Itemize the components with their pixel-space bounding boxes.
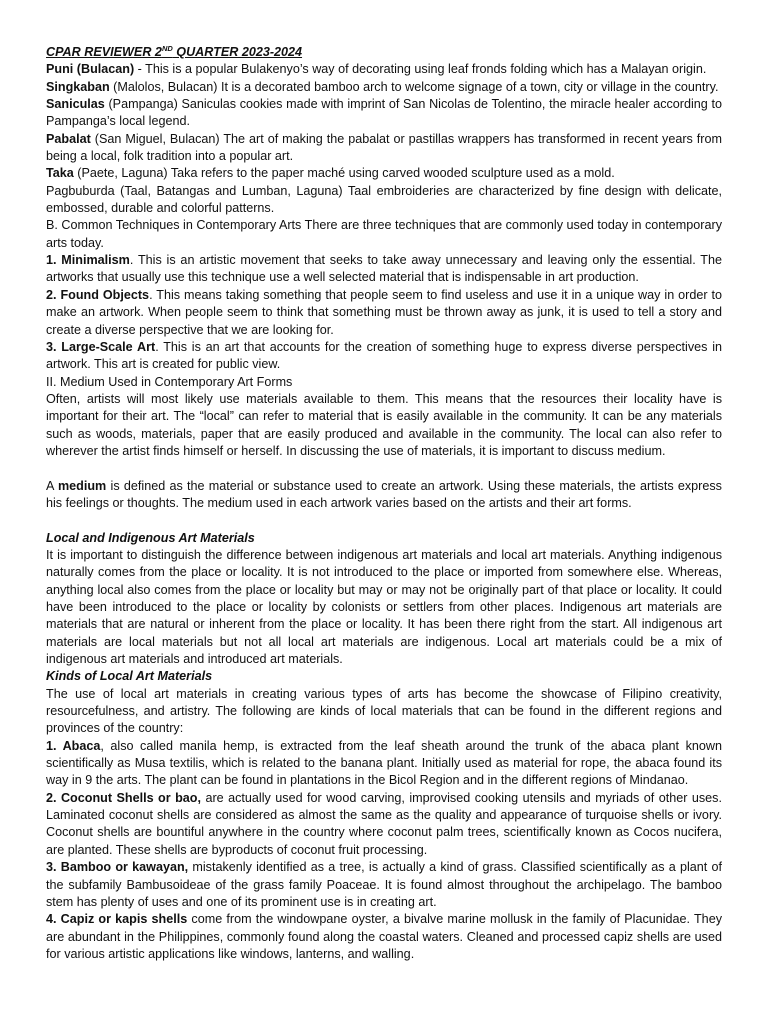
craft-item: Pabalat (San Miguel, Bulacan) The art of making the pabalat or pastillas wrappers has transformed in recent years from being a local, folk tradition into a popular art. (46, 131, 722, 164)
material-item: 4. Capiz or kapis shells come from the windowpane oyster, a bivalve marine mollusk in the family of Placunidae. They are abundant in the Philippines, commonly found along the coastal waters. Cleaned and processed capiz shells are used for various artistic applications like windows, lanterns, and walling. (46, 912, 722, 961)
craft-item: Singkaban (Malolos, Bulacan) It is a decorated bamboo arch to welcome signage of a town, city or village in the country. (46, 79, 719, 94)
technique-item: 3. Large-Scale Art. This is an art that accounts for the creation of something huge to express diverse perspectives in artwork. This art is created for public view. (46, 339, 722, 372)
spacer (46, 460, 722, 477)
local-indigenous-heading: Local and Indigenous Art Materials (46, 530, 255, 545)
craft-item: Saniculas (Pampanga) Saniculas cookies made with imprint of San Nicolas de Tolentino, the miracle healer according to Pampanga’s local legend. (46, 97, 722, 129)
local-indigenous-paragraph: It is important to distinguish the difference between indigenous art materials and local art materials. Anything indigenous naturally comes from the place or locality. It is not introduced to the place or imported from somewhere else. Whereas, anything local also comes from the place or locality but may or may not be originally part of that place or locality. It could have been introduced to the place or locality by colonists or settlers from other places. Indigenous art materials are materials that are natural or inherent from the place or locality. It has been there right from the start. All indigenous art materials are local materials but not all local art materials are indigenous. Local art materials could be a mix of indigenous art materials and introduced art materials. (46, 547, 722, 667)
technique-item: 2. Found Objects. This means taking something that people seem to find useless and use it in a unique way in order to make an artwork. When people seem to think that something must be thrown away as junk, it is used to tell a story and create a diverse perspective that we are looking for. (46, 287, 722, 337)
document-title: CPAR REVIEWER 2ND QUARTER 2023-2024 (46, 43, 303, 59)
spacer (46, 512, 722, 529)
material-item: 2. Coconut Shells or bao, are actually used for wood carving, improvised cooking utensils and myriads of other uses. Laminated coconut shells are considered as almost the same as the quality and appearance of turquoise shells or ivory. Coconut shells are bountiful anywhere in the country where coconut palm trees, scientifically known as Cocos nucifera, are planted. These shells are byproducts of coconut fruit processing. (46, 790, 722, 857)
material-item: 3. Bamboo or kawayan, mistakenly identified as a tree, is actually a kind of grass. Classified scientifically as a plant of the subfamily Bambusoideae of the grass family Poaceae. It is found almost throughout the archipelago. The bamboo stem has plenty of uses and one of its prominent use is in creating art. (46, 860, 722, 909)
kinds-heading: Kinds of Local Art Materials (46, 669, 213, 684)
pagbuburda-paragraph: Pagbuburda (Taal, Batangas and Lumban, Laguna) Taal embroideries are characterized by fine design with delicate, embossed, durable and colorful patterns. (46, 183, 722, 216)
kinds-intro: The use of local art materials in creating various types of arts has become the showcase of Filipino creativity, resourcefulness, and artistry. The following are kinds of local materials that can be found in the different regions and provinces of the country: (46, 686, 722, 736)
medium-heading: II. Medium Used in Contemporary Art Forms (46, 374, 293, 389)
craft-item: Taka (Paete, Laguna) Taka refers to the paper maché using carved wooded sculpture used as a mold. (46, 166, 615, 181)
material-item: 1. Abaca, also called manila hemp, is extracted from the leaf sheath around the trunk of the abaca plant known scientifically as Musa textilis, which is related to the banana plant. Initially used as material for rope, the abaca found its way in 9 the arts. The plant can be found in plantations in the Bicol Region and in the different regions of Mindanao. (46, 738, 722, 788)
medium-definition: A medium is defined as the material or substance used to create an artwork. Using these materials, the artists express his feelings or thoughts. The medium used in each artwork varies based on the artists and their art forms. (46, 478, 722, 510)
technique-item: 1. Minimalism. This is an artistic movement that seeks to take away unnecessary and leaving only the essential. The artworks that usually use this technique use a well selected material that is indispensable in art production. (46, 253, 722, 285)
techniques-intro: B. Common Techniques in Contemporary Arts There are three techniques that are commonly used today in contemporary arts today. (46, 218, 722, 250)
medium-paragraph: Often, artists will most likely use materials available to them. This means that the resources their locality have is important for their art. The “local” can refer to material that is easily available in the community. It can be any materials such as woods, materials, paper that are easily produced and available in the community. The local can also refer to wherever the artist finds himself or herself. In discussing the use of materials, it is important to discuss medium. (46, 391, 722, 458)
craft-item: Puni (Bulacan) - This is a popular Bulakenyo’s way of decorating using leaf fronds folding which has a Malayan origin. (46, 62, 707, 77)
